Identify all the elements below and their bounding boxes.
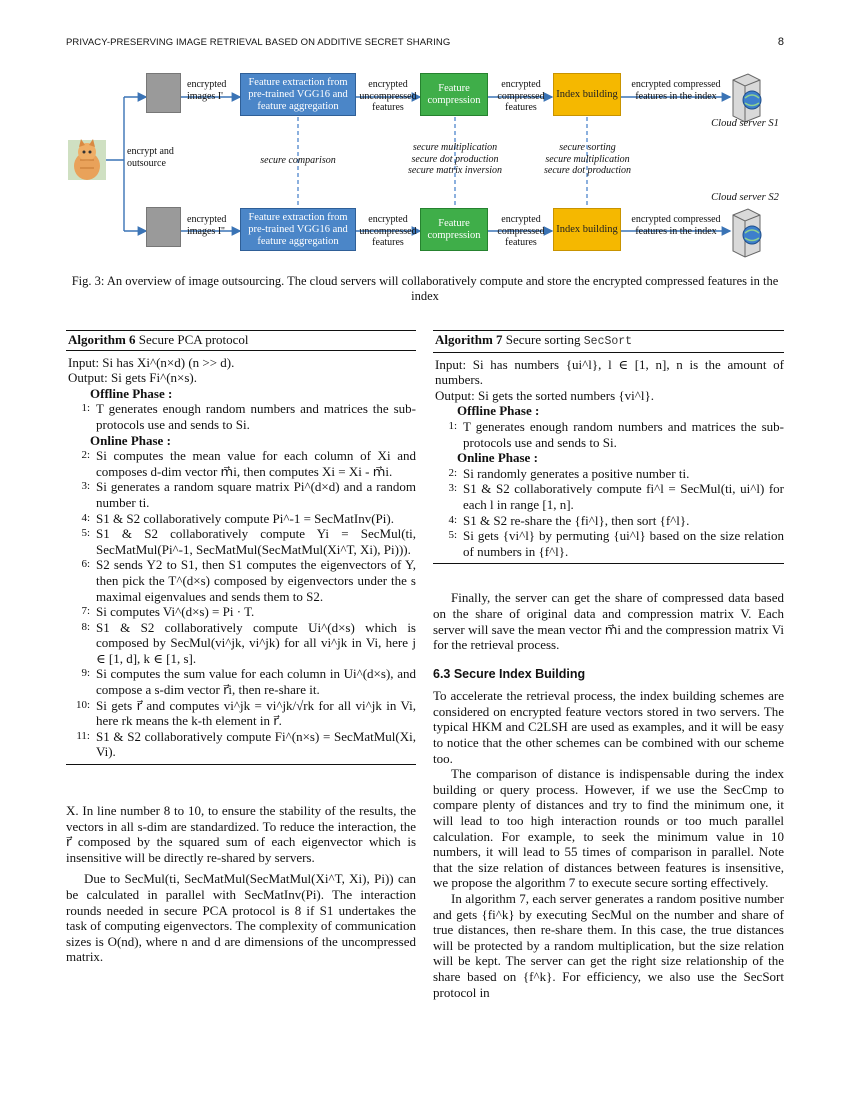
server-icon-bottom [733, 209, 761, 257]
images-label-top: encrypted images I' [187, 79, 227, 102]
section-heading: 6.3 Secure Index Building [433, 666, 586, 681]
right-column [433, 330, 784, 1000]
algorithm-6-step: 8: S1 & S2 collaboratively compute Ui^(d×s) which is composed by SecMul(vi^jk, vi^jk) for all vi^jk in Vi, here j ∈ [1, d], k ∈ [1, s]. [81, 619, 416, 666]
left-paragraph-1: X. In line number 8 to 10, to ensure the stability of the results, the vectors in all s-dim are standardized. To reduce the interaction, the r⃗ composed by the squared sum of each eigenvector which is insensitive will be directly re-shared by servers. [66, 803, 416, 865]
index-building-box-top: Index building [553, 73, 621, 116]
algorithm-6-step: 7: Si computes Vi^(d×s) = Pi · T. [81, 604, 255, 620]
algorithm-6-step: 9: Si computes the sum value for each column in Ui^(d×s), and compose a s-dim vector r⃗i, then re-share it. [81, 666, 416, 698]
algorithm-7-box [433, 330, 784, 564]
algorithm-7-step: 1: T generates enough random numbers and matrices the sub-protocols use and sends to Si. [448, 418, 784, 450]
right-paragraph-3: The comparison of distance is indispensable during the index building or query process. However, if we use the SecCmp to compare plenty of distances and try to find the minimum one, it will lead to too high interaction rounds or too much parallel calculation. For example, to seek the minimum value in 10 numbers, it will lead to 55 times of comparison in parallel. Note that the size relation of distances between features is insensitive, we propose the algorithm 7 to execute secure sorting effectively. [433, 766, 784, 891]
compressed-label-bottom: encrypted compressed features [497, 214, 545, 248]
protocol-list-compression: secure multiplication secure dot production secure matrix inversion [407, 142, 503, 176]
feature-extraction-box-bottom: Feature extraction from pre-trained VGG16 and feature aggregation [240, 208, 356, 251]
algorithm-7-output: Output: Si gets the sorted numbers {vi^l}. [435, 387, 654, 403]
algorithm-7-online: Online Phase : [457, 450, 538, 466]
server-label-bottom: Cloud server S2 [711, 192, 779, 203]
algorithm-6-step: 2: Si computes the mean value for each column of Xi and composes d-dim vector m⃗i, then computes Xi = Xi - m⃗i. [81, 448, 416, 479]
compressed-label-top: encrypted compressed features [497, 79, 545, 113]
right-paragraph-4: In algorithm 7, each server generates a random positive number and gets {fi^k} by executing SecMul on the number and share of true distances, then re-share them. In this case, the true distances will be protected by a random multiplication, but the size relation will be kept. The server can get the right size relationship of the share based on {f^k}. For efficiency, we also use the SecSort protocol in [433, 891, 784, 1000]
algorithm-7-offline: Offline Phase : [457, 403, 540, 419]
page-number: 8 [777, 36, 784, 48]
algorithm-6-step: 6: S2 sends Y2 to S1, then S1 computes the eigenvectors of Y, then pick the T^(d×s) composed by eigenvectors under the s maximal eigenvalues and sends them to S2. [81, 557, 416, 604]
server-icon-top [733, 74, 761, 122]
algorithm-7-header: Algorithm 7 Secure sorting SecSort [433, 331, 784, 353]
feature-extraction-box-top: Feature extraction from pre-trained VGG16 and feature aggregation [240, 73, 356, 116]
uncompressed-label-bottom: encrypted uncompressed features [359, 214, 417, 248]
algorithm-6-step: 10: Si gets r⃗ and computes vi^jk = vi^jk/√rk for all vi^jk in Vi, here rk means the k-th element in r⃗. [75, 697, 416, 729]
stored-label-bottom: encrypted compressed features in the index [631, 214, 721, 237]
uncompressed-label-top: encrypted uncompressed features [359, 79, 417, 113]
algorithm-6-output: Output: Si gets Fi^(n×s). [68, 370, 197, 386]
right-paragraph-1: Finally, the server can get the share of compressed data based on the share of original data and compression matrix V. Each server will save the mean vector m⃗i and the compression matrix Vi for the retrieval process. [433, 590, 784, 653]
algorithm-6-online: Online Phase : [90, 432, 171, 448]
right-paragraph-2: To accelerate the retrieval process, the index building schemes are considered on encrypted feature vectors stored in two servers. The typical HKM and C2LSH are used as examples, and it will be easy to notice that the other schemes can be combined with our scheme too. [433, 688, 784, 766]
images-label-bottom: encrypted images I'' [187, 214, 227, 237]
running-header: PRIVACY-PRESERVING IMAGE RETRIEVAL BASED ON ADDITIVE SECRET SHARING [66, 37, 451, 48]
encrypted-image-bottom [146, 207, 181, 247]
left-paragraph-2: Due to SecMul(ti, SecMatMul(SecMatMul(Xi^T, Xi), Pi)) can be calculated in parallel with SecMatInv(Pi). The interaction rounds needed in secure PCA protocol is 8 if S1 undertakes the task of computing eigenvectors. The complexity of communication sizes is O(nd), where n and d are dimensions of the uncompressed matrix. [66, 871, 416, 965]
protocol-list-index: secure sorting secure multiplication secure dot production [543, 142, 632, 176]
algorithm-7-step: 5: Si gets {vi^l} by permuting {ui^l} based on the size relation of numbers in {f^l}. [448, 528, 784, 559]
left-column [66, 330, 416, 965]
encrypted-image-top [146, 73, 181, 113]
algorithm-6-input: Input: Si has Xi^(n×d) (n >> d). [68, 354, 235, 370]
server-label-top: Cloud server S1 [711, 118, 779, 129]
algorithm-6-step: 11: S1 & S2 collaboratively compute Fi^(n×s) = SecMatMul(Xi, Vi). [76, 728, 416, 760]
algorithm-6-step: 4: S1 & S2 collaboratively compute Pi^-1 = SecMatInv(Pi). [81, 510, 394, 526]
algorithm-7-step: 2: Si randomly generates a positive number ti. [448, 465, 690, 481]
stored-label-top: encrypted compressed features in the index [631, 79, 721, 102]
algorithm-6-offline: Offline Phase : [90, 385, 173, 401]
algorithm-6-header: Algorithm 6 Secure PCA protocol [66, 331, 416, 351]
index-building-box-bottom: Index building [553, 208, 621, 251]
figure-caption: Fig. 3: An overview of image outsourcing. The cloud servers will collaboratively compute and store the encrypted compressed features in the index [71, 274, 779, 303]
feature-compression-box-top: Feature compression [420, 73, 488, 116]
algorithm-6-step: 3: Si generates a random square matrix Pi^(d×d) and a random number ti. [81, 479, 416, 510]
algorithm-6-box [66, 330, 416, 765]
algorithm-6-step: 1: T generates enough random numbers and matrices the sub-protocols use and sends to Si. [81, 401, 416, 432]
kitten-photo [68, 139, 106, 180]
algorithm-6-step: 5: S1 & S2 collaboratively compute Yi = SecMul(ti, SecMatMul(Pi^-1, SecMatMul(SecMatMul(Xi^T, Xi), Pi))). [81, 526, 416, 557]
algorithm-7-step: 3: S1 & S2 collaboratively compute fi^l = SecMul(ti, ui^l) for each l in range [1, n]. [448, 481, 784, 512]
algorithm-7-step: 4: S1 & S2 re-share the {fi^l}, then sort {f^l}. [448, 512, 690, 528]
encrypt-outsource-label: encrypt and outsource [127, 146, 174, 169]
protocol-secure-comparison: secure comparison [260, 155, 336, 166]
feature-compression-box-bottom: Feature compression [420, 208, 488, 251]
algorithm-7-input: Input: Si has numbers {ui^l}, l ∈ [1, n], n is the amount of numbers. [435, 356, 784, 388]
